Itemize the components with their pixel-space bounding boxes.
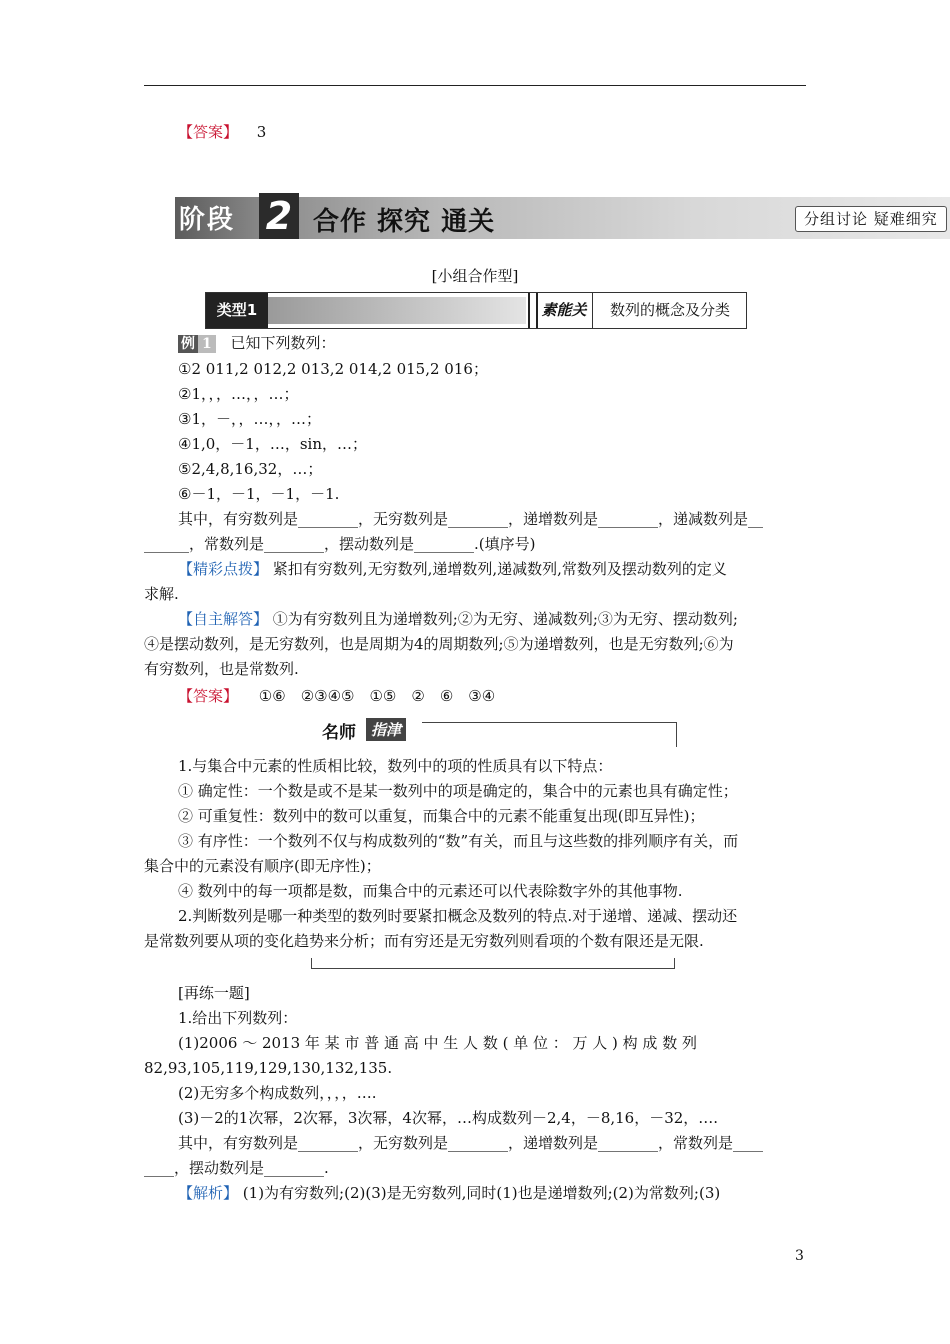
answer-label: 【答案】 — [178, 123, 239, 141]
guide-head-a: 名师 — [322, 723, 356, 743]
guide-head-b: 指津 — [366, 718, 406, 741]
practice-line: 1.给出下列数列： — [178, 1009, 298, 1027]
type-strip — [268, 297, 526, 324]
tip-text: 紧扣有穷数列,无穷数列,递增数列,递减数列,常数列及摆动数列的定义 — [272, 560, 727, 578]
analysis-text: (1)为有穷数列;(2)(3)是无穷数列,同时(1)也是递增数列;(2)为常数列;(3) — [242, 1184, 721, 1202]
guide-line: ② 可重复性：数列中的数可以重复，而集合中的元素不能重复出现(即互异性)； — [178, 807, 705, 825]
guide-line: 1.与集合中元素的性质相比较，数列中的项的性质具有以下特点： — [178, 757, 613, 775]
solution-line-1 — [178, 607, 806, 631]
example-item: ⑤2,4,8,16,32，…； — [178, 460, 323, 478]
analysis-line — [178, 1181, 806, 1205]
example-item: ⑥－1，－1，－1，－1. — [178, 485, 340, 503]
solution-line-2: ④是摆动数列，是无穷数列，也是周期为4的周期数列;⑤为递增数列，也是无穷数列;⑥为 — [144, 635, 734, 653]
solution-text: ①为有穷数列且为递增数列;②为无穷、递减数列;③为无穷、摆动数列; — [272, 610, 738, 628]
guide-line: 是常数列要从项的变化趋势来分析；而有穷还是无穷数列则看项的个数有限还是无限. — [144, 932, 704, 950]
answer-example — [178, 684, 806, 708]
practice-line: ____，摆动数列是________. — [144, 1159, 329, 1177]
guide-bottom-rule — [311, 958, 675, 969]
example-item: ②1，，，…，，…； — [178, 385, 299, 403]
example-badge: 例 — [178, 335, 198, 353]
header-rule — [144, 85, 806, 86]
solution-line-3: 有穷数列，也是常数列. — [144, 660, 299, 678]
example-item: ④1,0，－1，…，sin，…； — [178, 435, 368, 453]
banner-number: 2 — [259, 193, 299, 239]
example-number: 1 — [198, 335, 216, 353]
solution-label: 【自主解答】 — [178, 610, 269, 628]
practice-label: [再练一题] — [178, 984, 250, 1002]
guide-line: ① 确定性：一个数是或不是某一数列中的项是确定的，集合中的元素也具有确定性； — [178, 782, 738, 800]
practice-line: 其中，有穷数列是________，无穷数列是________，递增数列是________，常数列是____ — [178, 1134, 764, 1152]
stage-banner — [175, 194, 950, 239]
guide-line: 集合中的元素没有顺序(即无序性)； — [144, 857, 381, 875]
practice-line: 82,93,105,119,129,130,132,135. — [144, 1059, 393, 1077]
example-intro: 已知下列数列： — [230, 334, 336, 352]
type-suneng: 素能关 — [541, 301, 587, 319]
practice-line: (3)－2的1次幂，2次幂，3次幂，4次幂，…构成数列－2,4，－8,16，－32，…. — [178, 1109, 719, 1127]
type-topic: 数列的概念及分类 — [592, 293, 747, 328]
example-heading — [178, 331, 806, 355]
banner-title: 合作 探究 通关 — [313, 207, 496, 237]
analysis-label: 【解析】 — [178, 1184, 239, 1202]
answer-top — [178, 120, 806, 144]
type-box — [205, 292, 747, 329]
answer-example-value: ①⑥ ②③④⑤ ①⑤ ② ⑥ ③④ — [258, 687, 496, 705]
example-item: ③1，－，，…，，…； — [178, 410, 321, 428]
guide-line: 2.判断数列是哪一种类型的数列时要紧扣概念及数列的特点.对于递增、递减、摆动还 — [178, 907, 738, 925]
tip-line-1 — [178, 557, 806, 581]
guide-line: ③ 有序性：一个数列不仅与构成数列的“数”有关，而且与这些数的排列顺序有关，而 — [178, 832, 739, 850]
example-question-2: ______，常数列是________，摆动数列是________.(填序号) — [144, 535, 536, 553]
banner-tag: 分组讨论 疑难细究 — [795, 206, 947, 232]
answer-example-label: 【答案】 — [178, 687, 239, 705]
page-number: 3 — [795, 1248, 804, 1264]
example-question-1: 其中，有穷数列是________，无穷数列是________，递增数列是________，递减数列是__ — [178, 510, 764, 528]
section-label: [小组合作型] — [431, 267, 519, 285]
tip-line-2: 求解. — [144, 585, 179, 603]
example-item: ①2 011,2 012,2 013,2 014,2 015,2 016； — [178, 360, 488, 378]
banner-stage: 阶段 — [179, 205, 236, 235]
type-label: 类型1 — [206, 293, 268, 328]
practice-line: (2)无穷多个构成数列，，，，…. — [178, 1084, 377, 1102]
guide-top-rule — [422, 722, 677, 747]
tip-label: 【精彩点拨】 — [178, 560, 269, 578]
practice-line: (1)2006 ～ 2013 年 某 市 普 通 高 中 生 人 数 ( 单 位 ： 万 人 ) 构 成 数 列 — [178, 1034, 697, 1052]
answer-value: 3 — [256, 123, 267, 141]
guide-header — [310, 716, 676, 748]
guide-line: ④ 数列中的每一项都是数，而集合中的元素还可以代表除数字外的其他事物. — [178, 882, 683, 900]
